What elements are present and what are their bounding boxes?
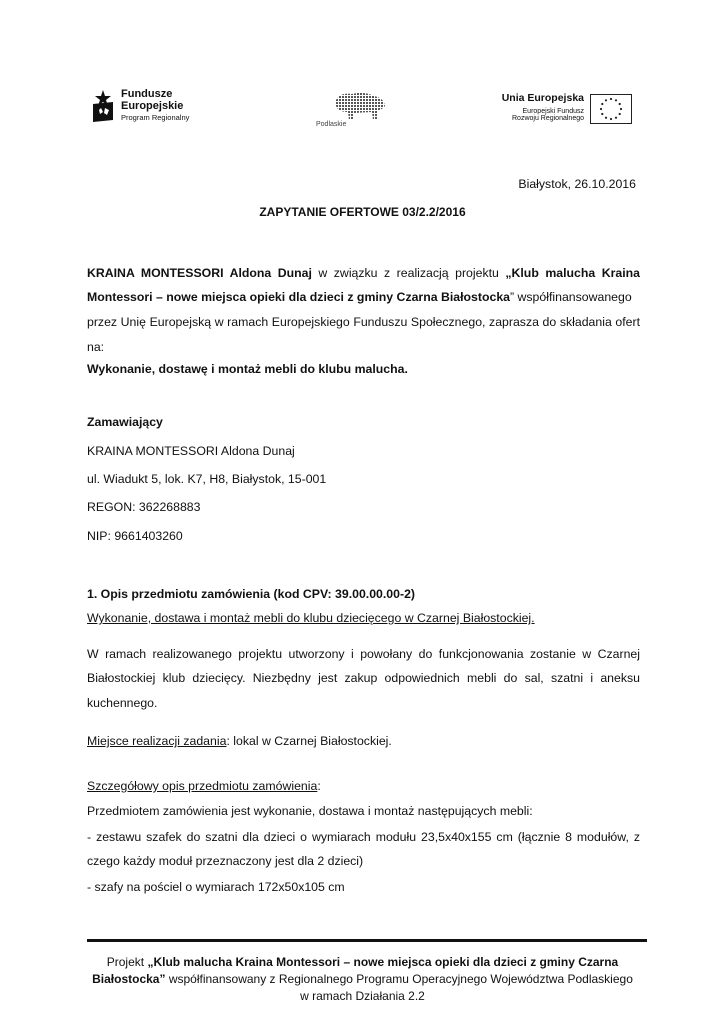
section-1-p1-line-1: W ramach realizowanego projektu utworzony i powołany do funkcjonowania zostanie w Czarnej [87,647,640,661]
order-subject: Wykonanie, dostawę i montaż mebli do klubu malucha. [87,362,408,376]
section-1-p1-line-3: kuchennego. [87,696,158,710]
eu-flag-icon [590,94,632,124]
list-item-1-line-2: czego każdy moduł przeznaczony jest dla 2 dzieci) [87,854,364,868]
buyer-nip: NIP: 9661403260 [87,529,183,543]
project-name: Montessori – nowe miejsca opieki dla dzieci z gminy Czarna Białostocka [87,290,511,304]
buyer-address: ul. Wiadukt 5, lok. K7, H8, Białystok, 15-001 [87,472,327,486]
subject-intro: Przedmiotem zamówienia jest wykonanie, dostawa i montaż następujących mebli: [87,804,533,818]
section-1-subtitle: Wykonanie, dostawa i montaż mebli do klubu dziecięcego w Czarnej Białostockiej. [87,611,535,625]
buyer-heading: Zamawiający [87,415,163,429]
eu-union-line3: Rozwoju Regionalnego [512,115,584,123]
buyer-regon: REGON: 362268883 [87,500,201,514]
eu-union-line1: Unia Europejska [501,92,584,104]
intro-line-3: przez Unię Europejską w ramach Europejskiego Funduszu Społecznego, zaprasza do składania ofert [87,315,640,329]
intro-line-2: Montessori – nowe miejsca opieki dla dzieci z gminy Czarna Białostocka” współfinansowanego [87,290,632,304]
document-title: ZAPYTANIE OFERTOWE 03/2.2/2016 [259,205,466,219]
list-item-1-line-1: - zestawu szafek do szatni dla dzieci o wymiarach modułu 23,5x40x155 cm (łącznie 8 modułów, z [87,830,640,844]
star-flag-icon [91,88,115,122]
list-item-2: - szafy na pościel o wymiarach 172x50x105 cm [87,880,345,894]
intro-line-1: KRAINA MONTESSORI Aldona Dunaj w związku z realizacją projektu „Klub malucha Kraina [87,266,640,280]
eu-union-logo [496,91,636,131]
section-1-p1-line-2: Białostockiej klub dziecięcy. Niezbędny jest zakup odpowiednich mebli do sal, szatni i aneksu [87,671,640,685]
company-name: KRAINA MONTESSORI Aldona Dunaj [87,266,312,280]
buyer-name: KRAINA MONTESSORI Aldona Dunaj [87,444,295,458]
intro-line-4: na: [87,340,105,354]
document-date: Białystok, 26.10.2016 [518,177,636,191]
footer-divider [87,939,647,942]
podlaskie-caption: Podlaskie [316,121,347,128]
footer-line-3: w ramach Działania 2.2 [300,989,425,1003]
bison-icon [330,90,388,122]
place-of-execution: Miejsce realizacji zadania: lokal w Czarnej Białostockiej. [87,734,392,748]
place-label: Miejsce realizacji zadania [87,734,227,748]
detail-heading: Szczegółowy opis przedmiotu zamówienia: [87,779,321,793]
eu-funds-line3: Program Regionalny [121,113,190,123]
eu-funds-logo [91,86,211,128]
section-1-heading: 1. Opis przedmiotu zamówienia (kod CPV: 39.00.00.00-2) [87,587,416,601]
podlaskie-logo [316,90,390,134]
eu-union-line2: Europejski Fundusz [522,107,584,115]
eu-funds-line1: Fundusze [121,88,173,100]
footer-line-2: Białostocka” współfinansowany z Regionalnego Programu Operacyjnego Województwa Podlaskiego [92,972,633,986]
footer-line-1: Projekt „Klub malucha Kraina Montessori – nowe miejsca opieki dla dzieci z gminy Czarna [106,955,619,969]
eu-funds-line2: Europejskie [121,100,184,113]
